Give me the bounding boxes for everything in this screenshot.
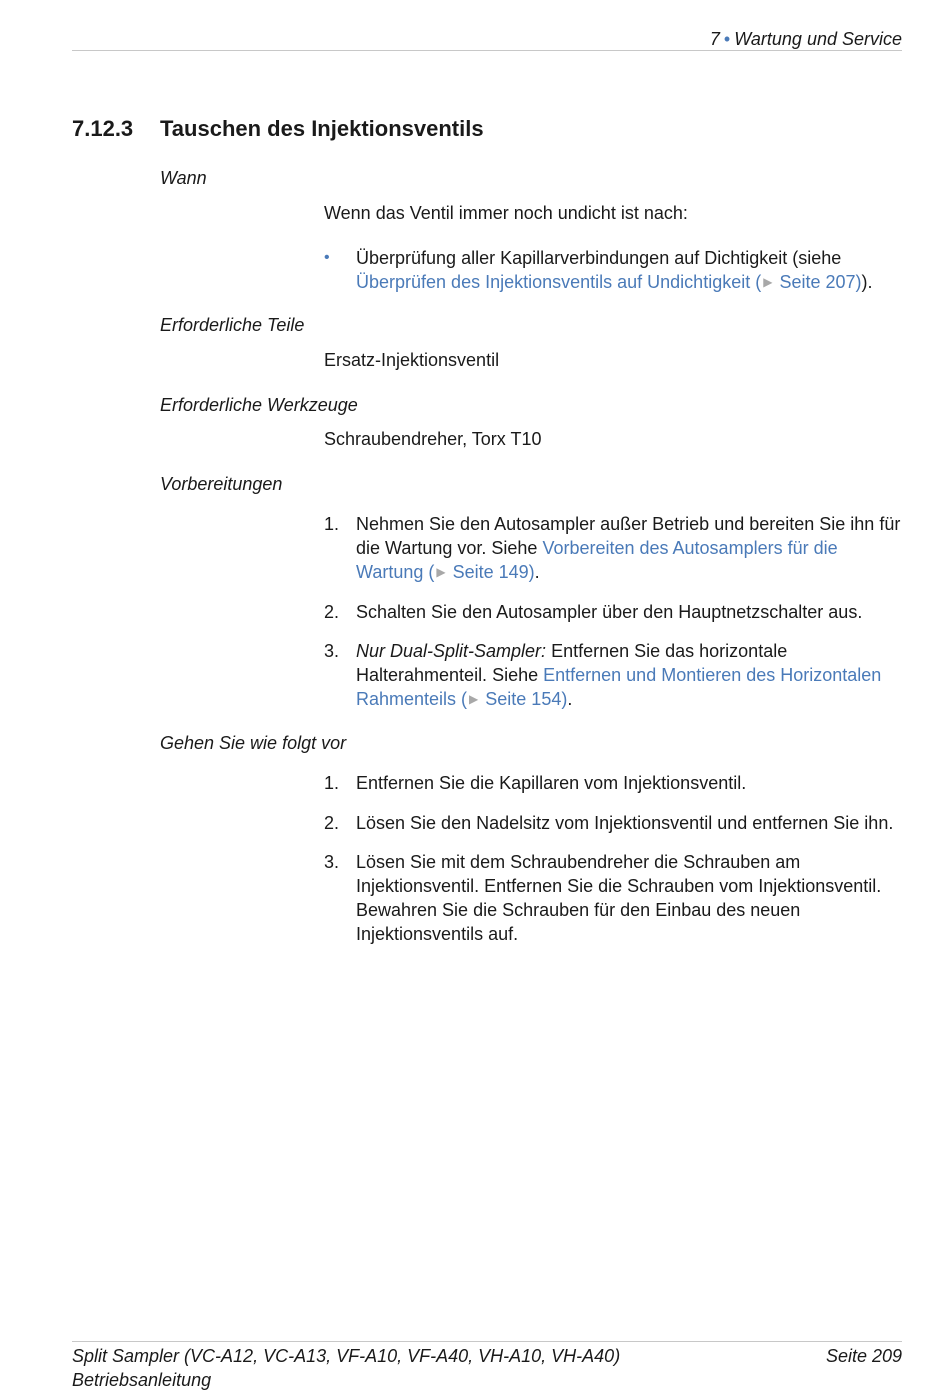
chapter-title: Wartung und Service xyxy=(734,29,902,49)
page-header xyxy=(72,28,902,51)
step-number: 3. xyxy=(324,852,340,872)
label-preparations: Vorbereitungen xyxy=(160,474,283,494)
preparation-step xyxy=(324,639,904,713)
procedure-step xyxy=(324,811,904,835)
step-text: Lösen Sie den Nadelsitz vom Injektionsventil und entfernen Sie ihn. xyxy=(356,813,894,833)
step-text: Lösen Sie mit dem Schraubendreher die Schrauben am Injektionsventil. Entfernen Sie die Schrauben vom Injektionsventil. Bewahren Sie die Schrauben für den Einbau des neuen Injektionsventils auf. xyxy=(356,852,882,944)
section-number: 7.12.3 xyxy=(72,116,134,141)
procedure-step xyxy=(324,850,904,946)
step-body: Nehmen Sie den Autosampler außer Betrieb und bereiten Sie ihn für die Wartung vor. Siehe xyxy=(356,514,901,558)
section-title: Tauschen des Injektionsventils xyxy=(160,116,484,141)
step-text xyxy=(356,512,904,586)
section-heading xyxy=(72,114,484,144)
arrow-right-icon: ▶ xyxy=(436,565,446,579)
arrow-right-icon: ▶ xyxy=(763,275,773,289)
step-text: Entfernen Sie die Kapillaren vom Injektionsventil. xyxy=(356,773,747,793)
arrow-right-icon: ▶ xyxy=(469,692,479,706)
step-number: 3. xyxy=(324,641,340,661)
preparation-step xyxy=(324,600,904,624)
wann-bullet-item xyxy=(324,246,904,296)
label-parts: Erforderliche Teile xyxy=(160,315,305,335)
page-footer xyxy=(72,1341,902,1392)
step-text xyxy=(356,639,904,713)
link-text: Vorbereiten des Autosamplers für die Wartung ( xyxy=(356,538,838,582)
label-wann: Wann xyxy=(160,168,207,188)
link-page: Seite 207) xyxy=(774,272,862,292)
parts-value: Ersatz-Injektionsventil xyxy=(324,350,500,370)
footer-doc-type: Betriebsanleitung xyxy=(72,1370,212,1390)
link-page: Seite 149) xyxy=(447,562,535,582)
link-check-valve[interactable] xyxy=(356,272,862,292)
step-end: . xyxy=(567,689,573,709)
step-number: 1. xyxy=(324,773,340,793)
wann-intro: Wenn das Ventil immer noch undicht ist nach: xyxy=(324,203,688,223)
bullet-marker: • xyxy=(324,249,330,266)
tools-value: Schraubendreher, Torx T10 xyxy=(324,429,542,449)
step-text: Schalten Sie den Autosampler über den Hauptnetzschalter aus. xyxy=(356,602,863,622)
footer-product: Split Sampler (VC-A12, VC-A13, VF-A10, VF-A40, VH-A10, VH-A40) xyxy=(72,1346,621,1366)
step-number: 2. xyxy=(324,813,340,833)
step-qualifier: Nur Dual-Split-Sampler: xyxy=(356,641,547,661)
bullet-text: Überprüfung aller Kapillarverbindungen auf Dichtigkeit (siehe xyxy=(356,248,842,268)
step-body: Entfernen Sie das horizontale Halterahmenteil. Siehe xyxy=(356,641,788,685)
page-number: Seite 209 xyxy=(825,1346,902,1366)
label-tools: Erforderliche Werkzeuge xyxy=(160,395,358,415)
link-page: Seite 154) xyxy=(480,689,568,709)
step-number: 1. xyxy=(324,514,340,534)
link-text: Entfernen und Montieren des Horizontalen Rahmenteils ( xyxy=(356,665,882,709)
step-end: . xyxy=(534,562,540,582)
header-separator: • xyxy=(723,29,731,49)
wann-bullet-text xyxy=(356,246,904,296)
step-number: 2. xyxy=(324,602,340,622)
chapter-number: 7 xyxy=(709,29,720,49)
link-text: Überprüfen des Injektionsventils auf Undichtigkeit ( xyxy=(356,272,762,292)
procedure-step xyxy=(324,771,904,795)
preparation-step xyxy=(324,512,904,586)
label-procedure: Gehen Sie wie folgt vor xyxy=(160,733,347,753)
bullet-end: ). xyxy=(861,272,873,292)
